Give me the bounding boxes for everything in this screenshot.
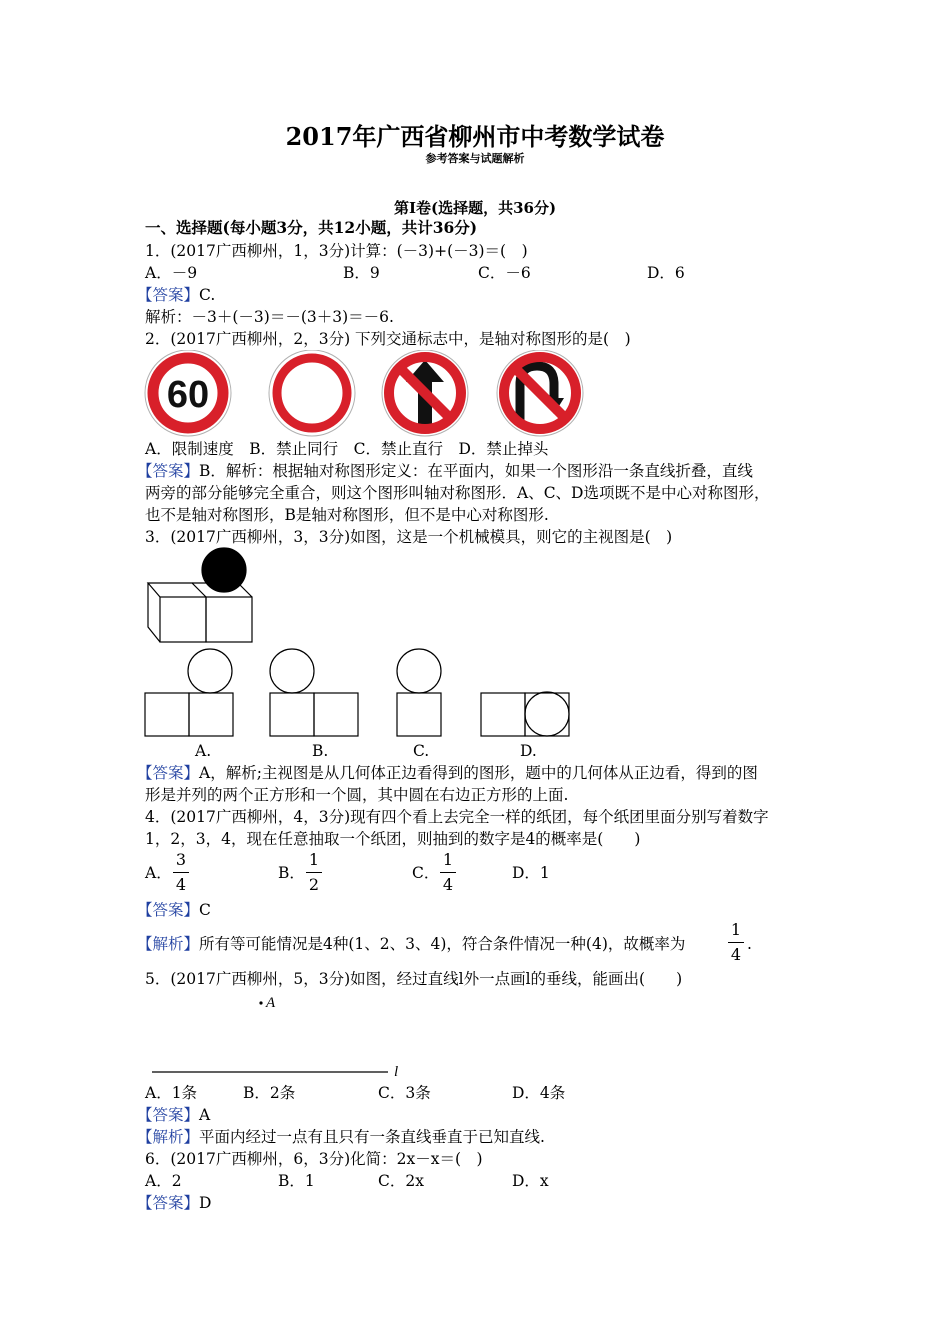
q2-stem: 2．(2017广西柳州，2，3分) 下列交通标志中，是轴对称图形的是( )	[145, 330, 631, 348]
q1-answer	[137, 284, 215, 306]
q4-option-c-fraction	[440, 850, 456, 895]
q5-figure	[140, 990, 420, 1080]
q5-option-c: C．3条	[378, 1084, 431, 1102]
q5-explanation-text: 平面内经过一点有且只有一条直线垂直于已知直线.	[199, 1128, 545, 1146]
q4-option-c-label: C．	[412, 864, 440, 882]
fraction-numerator: 1	[730, 920, 742, 939]
option-c-figure	[397, 649, 441, 736]
q4-answer-value: C	[199, 901, 211, 919]
answer-label: 【答案】	[137, 286, 200, 304]
page-subtitle: 参考答案与试题解析	[425, 152, 525, 165]
q6-option-c: C．2x	[378, 1172, 424, 1190]
q5-option-a: A．1条	[145, 1084, 198, 1102]
q4-explanation-fraction	[728, 920, 744, 965]
answer-label: 【答案】	[137, 1194, 200, 1212]
q2-answer	[137, 460, 753, 482]
analysis-label: 【解析】	[137, 935, 200, 953]
q2-answer-l1: B．解析：根据轴对称图形定义：在平面内，如果一个图形沿一条直线折叠，直线	[199, 462, 753, 480]
q4-stem-l1: 4．(2017广西柳州，4，3分)现有四个看上去完全一样的纸团，每个纸团里面分别写着数字	[145, 808, 769, 826]
fraction-numerator: 1	[308, 850, 320, 869]
answer-label: 【答案】	[137, 901, 200, 919]
q4-explanation-text: 所有等可能情况是4种(1、2、3、4)，符合条件情况一种(4)，故概率为	[199, 935, 686, 953]
no-u-turn-sign-icon	[497, 350, 583, 436]
q3-answer	[137, 762, 758, 784]
option-d-figure	[481, 692, 569, 736]
q3-stem: 3．(2017广西柳州，3，3分)如图，这是一个机械模具，则它的主视图是( )	[145, 528, 673, 546]
q1-option-d: D．6	[647, 264, 685, 282]
option-b-figure	[270, 649, 358, 736]
q6-option-b: B．1	[278, 1172, 315, 1190]
q4-answer	[137, 899, 211, 921]
q3-option-c: C.	[413, 742, 430, 760]
q6-option-d: D．x	[512, 1172, 549, 1190]
q5-option-b: B．2条	[243, 1084, 296, 1102]
q5-answer-value: A	[199, 1106, 211, 1124]
point-a-label: A	[266, 995, 276, 1011]
q1-option-b: B．9	[343, 264, 380, 282]
q4-explanation	[137, 933, 685, 955]
fraction-denominator: 4	[175, 875, 187, 894]
fraction-denominator: 2	[308, 875, 320, 894]
q5-answer	[137, 1104, 210, 1126]
q1-explanation: 解析：－3＋(－3)＝－(3＋3)＝－6.	[145, 308, 394, 326]
q2-answer-l3: 也不是轴对称图形，B是轴对称图形，但不是中心对称图形.	[145, 506, 549, 524]
q6-answer-value: D	[199, 1194, 212, 1212]
fraction-denominator: 4	[730, 945, 742, 964]
analysis-label: 【解析】	[137, 1128, 200, 1146]
page-title: 2017年广西省柳州市中考数学试卷	[285, 122, 665, 151]
q3-answer-l1: A，解析;主视图是从几何体正边看得到的图形，题中的几何体从正边看，得到的图	[199, 764, 758, 782]
part-heading: 一、选择题(每小题3分，共12小题，共计36分)	[145, 218, 478, 237]
fraction-denominator: 4	[442, 875, 454, 894]
q6-stem: 6．(2017广西柳州，6，3分)化简：2x－x＝( )	[145, 1150, 483, 1168]
fraction-numerator: 1	[442, 850, 454, 869]
q4-stem-l2: 1，2，3，4，现在任意抽取一个纸团，则抽到的数字是4的概率是( )	[145, 830, 641, 848]
q1-answer-value: C.	[199, 286, 216, 304]
q4-option-a-fraction	[173, 850, 189, 895]
q2-options: A．限制速度 B．禁止同行 C．禁止直行 D．禁止掉头	[145, 440, 549, 458]
mold-3d-figure	[148, 548, 252, 642]
no-entry-sign-icon	[269, 350, 355, 436]
fraction-numerator: 3	[175, 850, 187, 869]
answer-label: 【答案】	[137, 462, 200, 480]
q4-option-b-fraction	[306, 850, 322, 895]
q4-option-b-label: B．	[278, 864, 305, 882]
q4-option-d: D．1	[512, 864, 550, 882]
point-a-dot	[259, 1001, 262, 1004]
speed-limit-sign-icon	[145, 350, 231, 436]
q2-traffic-signs	[140, 350, 600, 440]
option-a-figure	[145, 649, 233, 736]
q3-figures	[140, 545, 580, 745]
section-title: 第I卷(选择题，共36分)	[393, 199, 557, 217]
q4-option-a-label: A．	[145, 864, 172, 882]
q5-option-d: D．4条	[512, 1084, 566, 1102]
line-l-label: l	[394, 1064, 399, 1080]
q3-option-d: D.	[520, 742, 537, 760]
q1-stem: 1．(2017广西柳州，1，3分)计算：(－3)+(－3)＝( )	[145, 242, 528, 260]
q2-answer-l2: 两旁的部分能够完全重合，则这个图形叫轴对称图形．A、C、D选项既不是中心对称图形，	[145, 484, 770, 502]
q4-explanation-end: .	[747, 935, 752, 953]
q1-option-c: C．－6	[478, 264, 531, 282]
speed-limit-value: 60	[166, 374, 210, 416]
q6-option-a: A．2	[145, 1172, 182, 1190]
q3-answer-l2: 形是并列的两个正方形和一个圆，其中圆在右边正方形的上面.	[145, 786, 569, 804]
q5-stem: 5．(2017广西柳州，5，3分)如图，经过直线l外一点画l的垂线，能画出( )	[145, 970, 683, 988]
q6-answer	[137, 1192, 211, 1214]
q3-option-a: A.	[195, 742, 212, 760]
q1-option-a: A．－9	[145, 264, 198, 282]
q3-option-b: B.	[312, 742, 329, 760]
answer-label: 【答案】	[137, 1106, 200, 1124]
answer-label: 【答案】	[137, 764, 200, 782]
q5-explanation	[137, 1126, 545, 1148]
no-straight-sign-icon	[382, 350, 468, 436]
